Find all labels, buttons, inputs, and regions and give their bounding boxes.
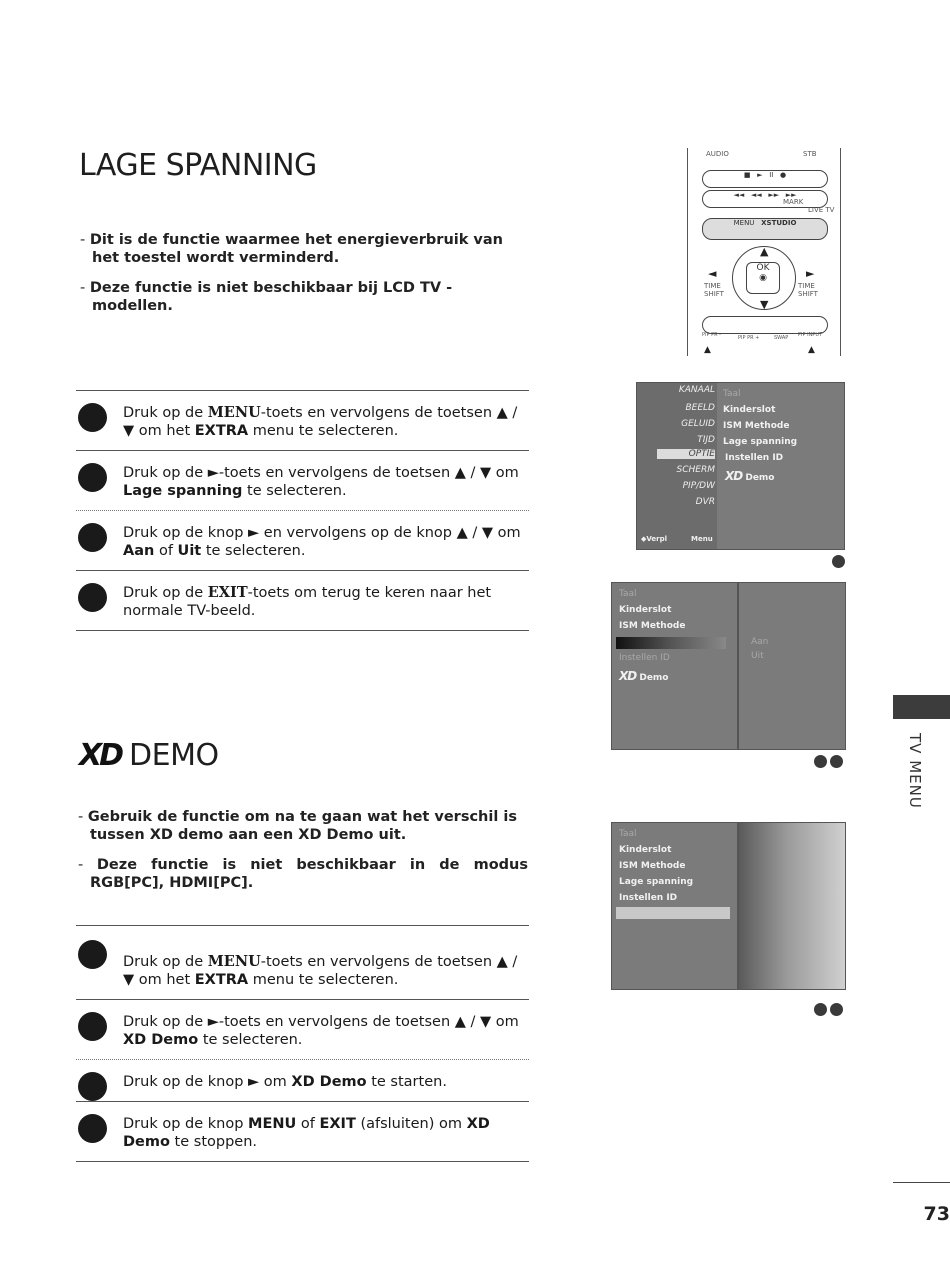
audio-label: AUDIO: [706, 150, 729, 158]
osd-menu-screenshot-2: [611, 582, 738, 750]
steps-xd-demo: [76, 925, 529, 1162]
osd-item: Kinderslot: [619, 845, 672, 855]
step-2: Druk op de ►-toets en vervolgens de toetsen ▲ / ▼ om Lage spanning te selecteren.: [76, 450, 529, 510]
step-indicator-2: [814, 755, 843, 768]
intro-item: - Gebruik de functie om na te gaan wat het verschil is tussen XD demo aan een XD Demo uit.: [78, 809, 517, 843]
osd-footer-menu: Menu: [691, 535, 713, 543]
step-4: Druk op de knop MENU of EXIT (afsluiten) om XD Demo te stoppen.: [76, 1101, 529, 1161]
osd-item: Lage spanning: [619, 877, 694, 887]
swap-label: SWAP: [774, 335, 789, 341]
osd-tab: BEELD: [685, 403, 715, 413]
osd-option: Aan: [751, 637, 769, 647]
osd-highlight-bar: [616, 637, 726, 649]
section-title-xd-demo: XD DEMO: [79, 738, 219, 773]
chapter-label: TV MENU: [906, 733, 924, 809]
section-title-lage-spanning: LAGE SPANNING: [79, 148, 317, 183]
pip-input-label: PIP INPUT: [798, 332, 823, 338]
step-number-bullet: [78, 463, 107, 492]
step-3: Druk op de knop ► om XD Demo te starten.: [76, 1059, 529, 1101]
osd-item: Instellen ID: [725, 453, 784, 463]
ok-button: OK ◉: [746, 262, 780, 294]
osd-tab: SCHERM: [676, 465, 715, 475]
osd-item: Taal: [619, 829, 637, 839]
up-arrow-icon: ▲: [704, 345, 711, 355]
steps-lage-spanning: [76, 390, 529, 631]
osd-tab: GELUID: [681, 419, 715, 429]
intro-item: - Deze functie is niet beschikbaar in de modus RGB[PC], HDMI[PC].: [78, 857, 529, 891]
intro-item: - Dit is de functie waarmee het energieverbruik van het toestel wordt verminderd.: [80, 232, 503, 266]
osd-tab-selected: OPTIE: [657, 449, 715, 459]
xd-logo: XD: [79, 738, 122, 773]
live-tv-label: LIVE TV: [808, 206, 835, 214]
step-1: Druk op de MENU-toets en vervolgens de toetsen ▲ / ▼ om het EXTRA menu te selecteren.: [76, 926, 529, 999]
step-number-bullet: [78, 403, 107, 432]
osd-option: Uit: [751, 651, 764, 661]
osd-item: ISM Methode: [619, 861, 686, 871]
step-number-bullet: [78, 940, 107, 969]
intro-lage-spanning: [78, 231, 528, 327]
pip-pr-plus-label: PIP PR +: [738, 335, 760, 341]
osd-item-xd-demo: XD Demo: [619, 669, 669, 683]
osd-item: Instellen ID: [619, 653, 670, 663]
time-shift-label: TIME SHIFT: [798, 282, 818, 298]
osd-item: ISM Methode: [619, 621, 686, 631]
osd-item: Instellen ID: [619, 893, 678, 903]
step-3: Druk op de knop ► en vervolgens op de knop ▲ / ▼ om Aan of Uit te selecteren.: [76, 510, 529, 570]
step-number-bullet: [78, 1114, 107, 1143]
osd-item: ISM Methode: [723, 421, 790, 431]
osd-menu-screenshot-1: [636, 382, 845, 550]
osd-item: Kinderslot: [619, 605, 672, 615]
osd-item: Kinderslot: [723, 405, 776, 415]
osd-footer-move: ◆Verpl: [641, 535, 668, 543]
osd-menu-screenshot-3: [611, 822, 738, 990]
osd-highlight-bar: [616, 907, 730, 919]
step-number-bullet: [78, 1072, 107, 1101]
skip-buttons-row: ◄◄ ◄◄ ►► ►►: [702, 190, 828, 208]
down-arrow-icon: ▼: [760, 298, 769, 311]
mark-label: MARK: [783, 198, 804, 206]
osd-tab: PIP/DW: [682, 481, 715, 491]
osd-tab: TIJD: [697, 435, 715, 445]
right-arrow-icon: ►: [806, 267, 815, 280]
step-indicator-3: [814, 1003, 843, 1016]
osd-tab: DVR: [695, 497, 715, 507]
step-1: Druk op de MENU-toets en vervolgens de toetsen ▲ / ▼ om het EXTRA menu te selecteren.: [76, 391, 529, 450]
osd-tab: KANAAL: [678, 385, 715, 395]
osd-item: Taal: [619, 589, 637, 599]
step-number-bullet: [78, 583, 107, 612]
stb-label: STB: [803, 150, 817, 158]
up-arrow-icon: ▲: [760, 245, 769, 258]
up-arrow-icon: ▲: [808, 345, 815, 355]
remote-control-illustration: [687, 148, 841, 356]
time-shift-label: TIME SHIFT: [704, 282, 724, 298]
step-4: Druk op de EXIT-toets om terug te keren naar het normale TV-beeld.: [76, 570, 529, 630]
left-arrow-icon: ◄: [708, 267, 717, 280]
playback-buttons-row: ■ ► II ●: [702, 170, 828, 188]
osd-item: Lage spanning: [723, 437, 798, 447]
page-number: 73: [893, 1182, 950, 1225]
osd-submenu-screenshot-2: [738, 582, 846, 750]
pip-pr-minus-label: PIP PR -: [702, 332, 721, 338]
menu-xstudio-row: MENU XSTUDIO: [702, 218, 828, 240]
intro-xd-demo: [76, 808, 528, 904]
intro-item: - Deze functie is niet beschikbaar bij LCD TV -modellen.: [80, 280, 453, 314]
chapter-tab-marker: [893, 695, 950, 719]
step-indicator-1: [832, 555, 845, 568]
step-number-bullet: [78, 1012, 107, 1041]
step-number-bullet: [78, 523, 107, 552]
osd-item: Taal: [723, 389, 741, 399]
osd-item-xd-demo: XD Demo: [725, 469, 775, 483]
step-2: Druk op de ►-toets en vervolgens de toetsen ▲ / ▼ om XD Demo te selecteren.: [76, 999, 529, 1059]
xd-demo-preview: [738, 822, 846, 990]
